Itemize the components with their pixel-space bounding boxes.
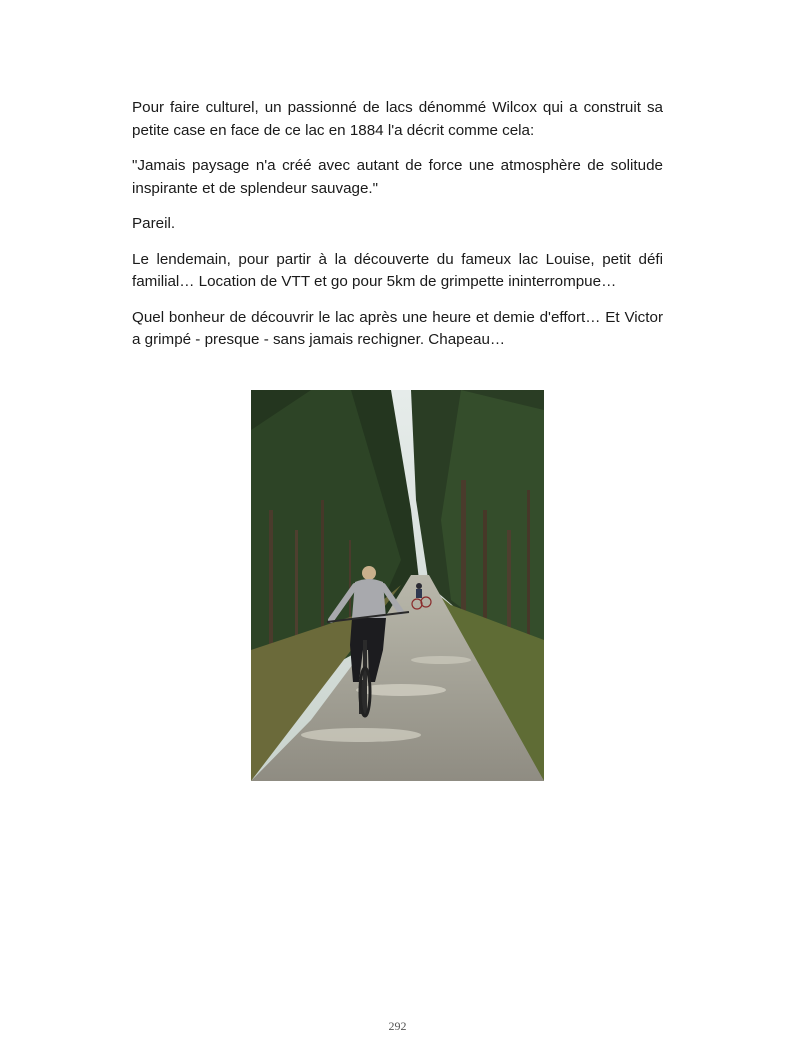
page-number: 292 [388,1019,407,1033]
paragraph-quote: "Jamais paysage n'a créé avec autant de force une atmosphère de solitude inspirante et de splendeur sauvage." [132,157,663,197]
paragraph-bonheur: Quel bonheur de découvrir le lac après une heure et demie d'effort… Et Victor a grimpé - presque - sans jamais rechigner. Chapeau… [132,308,663,348]
forest-trail-photo [251,390,544,781]
forest-trail-illustration [251,390,544,781]
paragraph-lendemain: Le lendemain, pour partir à la découverte du fameux lac Louise, petit défi familial… Location de VTT et go pour 5km de grimpette ininterrompue… [132,250,663,290]
paragraph-pareil: Pareil. [132,215,176,232]
paragraph-wilcox: Pour faire culturel, un passionné de lacs dénommé Wilcox qui a construit sa petite case en face de ce lac en 1884 l'a décrit comme cela: [132,99,663,139]
body-text [132,97,663,365]
